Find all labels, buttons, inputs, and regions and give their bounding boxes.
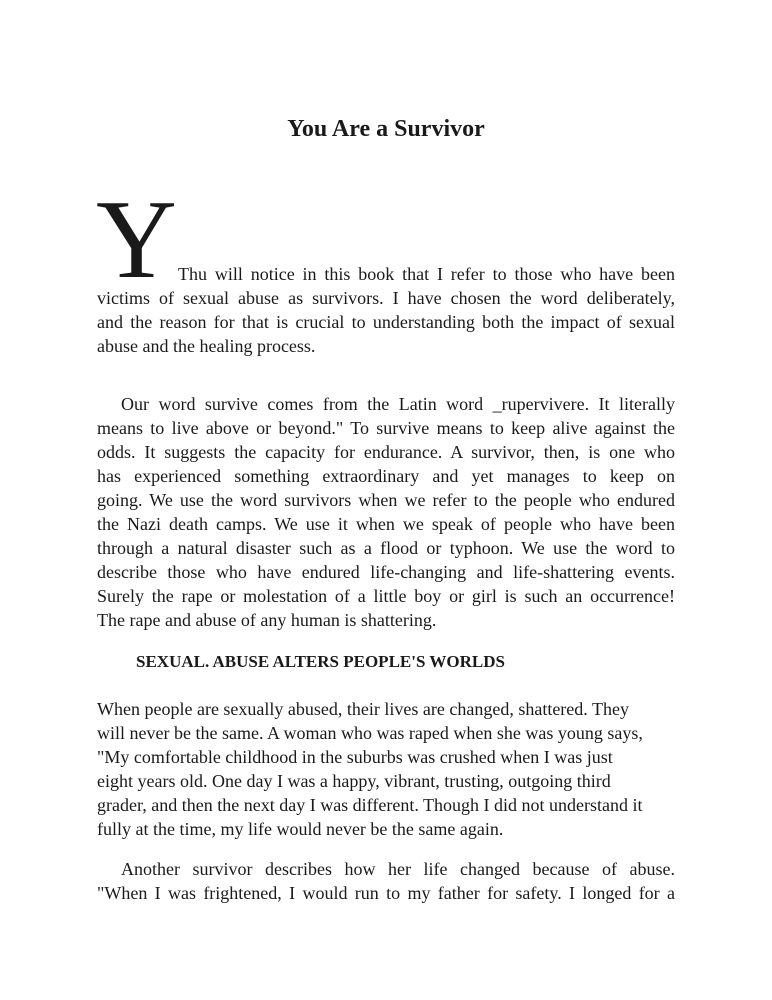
paragraph-line: the Nazi death camps. We use it when we speak of people who have been	[97, 514, 675, 534]
paragraph-another-survivor	[97, 857, 675, 905]
paragraph-line: will never be the same. A woman who was raped when she was young says,	[97, 723, 643, 743]
section-heading: SEXUAL. ABUSE ALTERS PEOPLE'S WORLDS	[136, 652, 505, 671]
paragraph-line: abuse and the healing process.	[97, 336, 316, 356]
paragraph-line: When people are sexually abused, their lives are changed, shattered. They	[97, 699, 629, 719]
paragraph-line: and the reason for that is crucial to understanding both the impact of sexual	[97, 312, 675, 332]
paragraph-line: Another survivor describes how her life changed because of abuse.	[121, 859, 675, 879]
paragraph-line: grader, and then the next day I was different. Though I did not understand it	[97, 795, 643, 815]
page-title: You Are a Survivor	[287, 116, 485, 142]
paragraph-line: The rape and abuse of any human is shattering.	[97, 610, 437, 630]
paragraph-lives-changed	[97, 697, 675, 841]
paragraph-line: has experienced something extraordinary and yet manages to keep on	[97, 466, 675, 486]
paragraph-line: going. We use the word survivors when we refer to the people who endured	[97, 490, 675, 510]
paragraph-line: odds. It suggests the capacity for endurance. A survivor, then, is one who	[97, 442, 675, 462]
paragraph-line: Surely the rape or molestation of a little boy or girl is such an occurrence!	[97, 586, 675, 606]
paragraph-line: victims of sexual abuse as survivors. I have chosen the word deliberately,	[97, 288, 675, 308]
paragraph-line: through a natural disaster such as a flood or typhoon. We use the word to	[97, 538, 675, 558]
paragraph-line: describe those who have endured life-changing and life-shattering events.	[97, 562, 675, 582]
paragraph-line: "My comfortable childhood in the suburbs was crushed when I was just	[97, 747, 613, 767]
paragraph-survive-definition	[97, 392, 675, 632]
paragraph-line: means to live above or beyond." To survive means to keep alive against the	[97, 418, 675, 438]
paragraph-intro	[97, 262, 675, 358]
paragraph-line: "When I was frightened, I would run to my father for safety. I longed for a	[97, 883, 675, 903]
paragraph-line: eight years old. One day I was a happy, vibrant, trusting, outgoing third	[97, 771, 611, 791]
drop-cap: Y	[96, 178, 177, 302]
paragraph-line: fully at the time, my life would never be the same again.	[97, 819, 504, 839]
paragraph-line: Thu will notice in this book that I refer to those who have been	[178, 264, 675, 284]
paragraph-line: Our word survive comes from the Latin word _rupervivere. It literally	[121, 394, 675, 414]
